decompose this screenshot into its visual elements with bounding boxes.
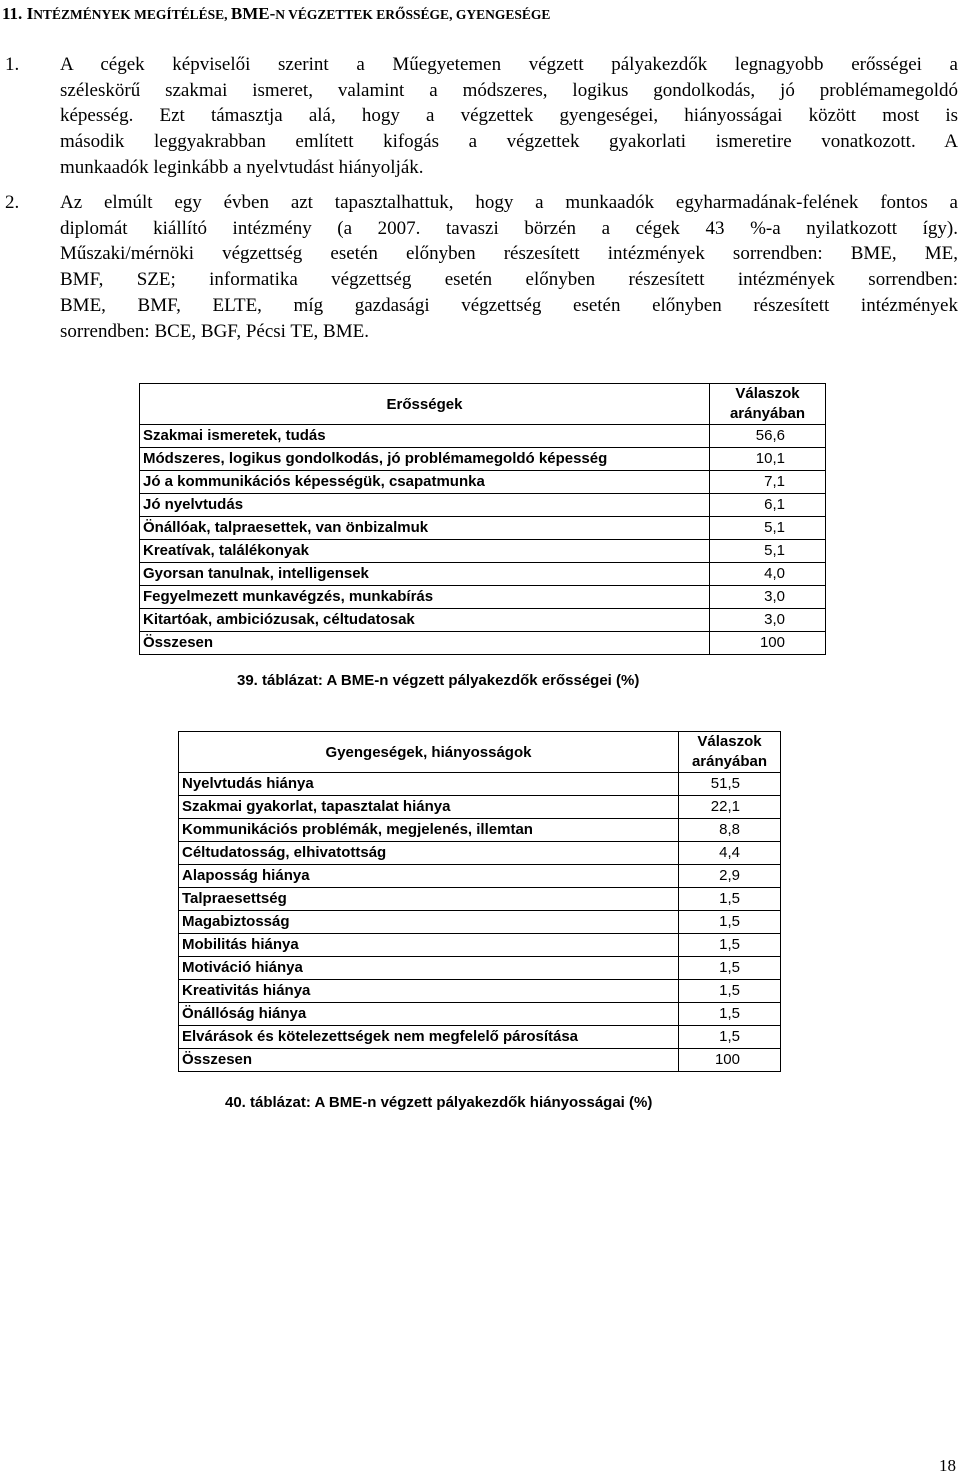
row-label: Céltudatosság, elhivatottság [179,842,679,865]
row-label: Összesen [140,632,710,655]
row-value: 10,1 [710,448,826,471]
table-row [179,911,781,934]
table-row [140,517,826,540]
row-label: Magabiztosság [179,911,679,934]
row-label: Jó a kommunikációs képességük, csapatmunka [140,471,710,494]
row-label: Kommunikációs problémák, megjelenés, illemtan [179,819,679,842]
weaknesses-table [178,731,781,1072]
row-label: Szakmai ismeretek, tudás [140,425,710,448]
row-label: Nyelvtudás hiánya [179,773,679,796]
row-label: Elvárások és kötelezettségek nem megfelelő párosítása [179,1026,679,1049]
table-40-caption: 40. táblázat: A BME-n végzett pályakezdők hiányosságai (%) [225,1094,653,1111]
row-value: 1,5 [679,980,781,1003]
table-row [140,494,826,517]
table-row [179,888,781,911]
row-label: Fegyelmezett munkavégzés, munkabírás [140,586,710,609]
section-heading: 11. INTÉZMÉNYEK MEGÍTÉLÉSE, BME-N VÉGZETTEK ERŐSSÉGE, GYENGESÉGE [2,4,551,23]
table-row [179,1026,781,1049]
row-value: 5,1 [710,517,826,540]
section-number: 11. [2,4,23,23]
table-39-caption: 39. táblázat: A BME-n végzett pályakezdők erősségei (%) [237,672,640,689]
row-value: 22,1 [679,796,781,819]
row-value: 51,5 [679,773,781,796]
row-value: 1,5 [679,911,781,934]
table-row [179,796,781,819]
table-row [140,425,826,448]
header-label: Erősségek [140,384,710,425]
row-value: 100 [710,632,826,655]
row-label: Szakmai gyakorlat, tapasztalat hiánya [179,796,679,819]
table-row [179,1003,781,1026]
row-value: 4,4 [679,842,781,865]
row-label: Jó nyelvtudás [140,494,710,517]
row-value: 1,5 [679,888,781,911]
table-row [140,471,826,494]
row-label: Talpraesettség [179,888,679,911]
table-row [140,632,826,655]
row-label: Önállóak, talpraesettek, van önbizalmuk [140,517,710,540]
row-label: Gyorsan tanulnak, intelligensek [140,563,710,586]
row-value: 56,6 [710,425,826,448]
table-row [179,1049,781,1072]
row-label: Alaposság hiánya [179,865,679,888]
strengths-table [139,383,826,655]
row-label: Kreativitás hiánya [179,980,679,1003]
row-label: Önállóság hiánya [179,1003,679,1026]
row-value: 1,5 [679,957,781,980]
table-row [179,934,781,957]
table-row [179,980,781,1003]
row-value: 8,8 [679,819,781,842]
table-row [140,586,826,609]
row-value: 5,1 [710,540,826,563]
header-value: Válaszok arányában [710,384,826,425]
row-label: Mobilitás hiánya [179,934,679,957]
page-number: 18 [939,1456,956,1475]
row-value: 1,5 [679,934,781,957]
table-header-row [140,384,826,425]
row-value: 2,9 [679,865,781,888]
table-header-row [179,732,781,773]
row-value: 3,0 [710,586,826,609]
table-row [140,563,826,586]
paragraph-1: 1. A cégek képviselői szerint a Műegyetemen végzett pályakezdők legnagyobb erősségei a széleskörű szakmai ismeret, valamint a módszeres, logikus gondolkodás, jó problémamegoldó képesség. Ezt támasztja alá, hogy a végzettek gyengeségei, hiányosságai között most is második leggyakrabban említett kifogás a végzettek gyakorlati ismeretire vonatkozott. A munkaadók leginkább a nyelvtudást hiányolják. [5,54,958,178]
row-value: 6,1 [710,494,826,517]
table-row [179,773,781,796]
header-value: Válaszok arányában [679,732,781,773]
row-value: 1,5 [679,1026,781,1049]
header-label: Gyengeségek, hiányosságok [179,732,679,773]
row-value: 7,1 [710,471,826,494]
table-row [140,540,826,563]
table-row [179,865,781,888]
row-value: 100 [679,1049,781,1072]
table-row [179,819,781,842]
row-value: 1,5 [679,1003,781,1026]
row-value: 3,0 [710,609,826,632]
row-label: Kitartóak, ambiciózusak, céltudatosak [140,609,710,632]
table-row [179,842,781,865]
table-row [140,448,826,471]
row-value: 4,0 [710,563,826,586]
row-label: Kreatívak, találékonyak [140,540,710,563]
row-label: Összesen [179,1049,679,1072]
paragraph-2: 2. Az elmúlt egy évben azt tapasztalhattuk, hogy a munkaadók egyharmadának-felének fontos a diplomát kiállító intézmény (a 2007. tavaszi börzén a cégek 43 %-a nyilatkozott így). Műszaki/mérnöki végzettség esetén előnyben részesített intézmények sorrendben: BME, ME, BMF, SZE; informatika végzettség esetén előnyben részesített intézmények sorrendben: BME, BMF, ELTE, míg gazdasági végzettség esetén előnyben részesített intézmények sorrendben: BCE, BGF, Pécsi TE, BME. [5,192,958,342]
row-label: Motiváció hiánya [179,957,679,980]
table-row [179,957,781,980]
table-row [140,609,826,632]
row-label: Módszeres, logikus gondolkodás, jó problémamegoldó képesség [140,448,710,471]
